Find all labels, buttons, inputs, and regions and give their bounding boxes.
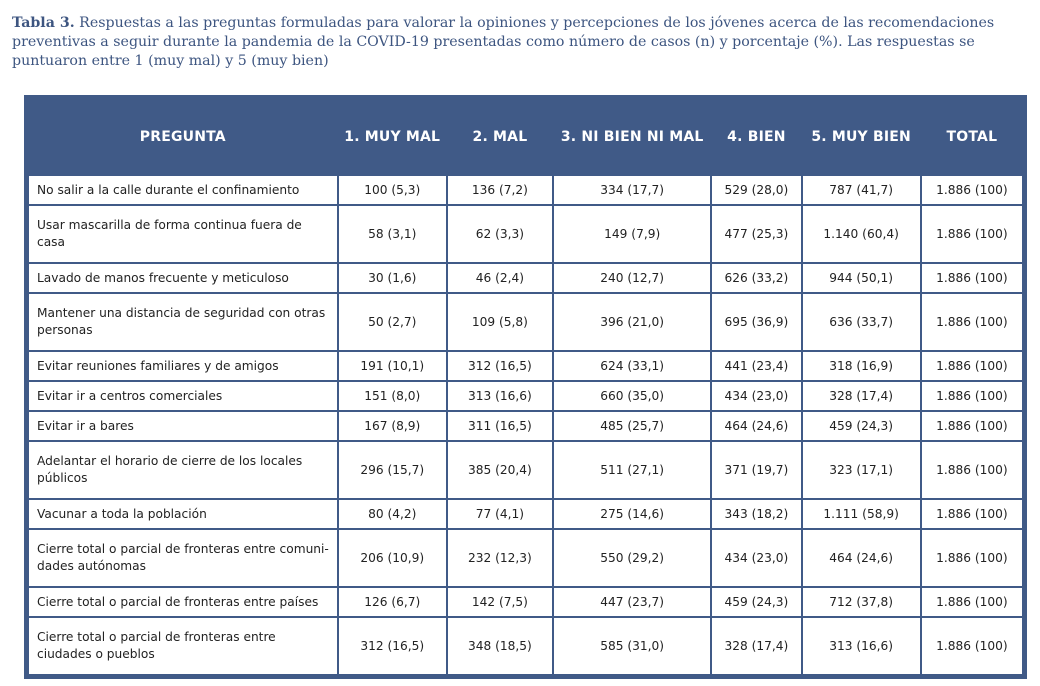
question-cell: Mantener una distancia de seguridad con otras personas bbox=[29, 294, 337, 350]
value-cell: 312 (16,5) bbox=[339, 618, 446, 674]
value-cell: 77 (4,1) bbox=[448, 500, 552, 528]
table-row bbox=[29, 530, 1022, 586]
value-cell: 660 (35,0) bbox=[554, 382, 710, 410]
value-cell: 1.886 (100) bbox=[922, 352, 1022, 380]
question-cell: Vacunar a toda la población bbox=[29, 500, 337, 528]
value-cell: 1.886 (100) bbox=[922, 500, 1022, 528]
column-header: PREGUNTA bbox=[29, 100, 337, 174]
value-cell: 1.886 (100) bbox=[922, 588, 1022, 616]
table-caption bbox=[12, 14, 1027, 71]
value-cell: 232 (12,3) bbox=[448, 530, 552, 586]
value-cell: 1.886 (100) bbox=[922, 176, 1022, 204]
value-cell: 62 (3,3) bbox=[448, 206, 552, 262]
value-cell: 142 (7,5) bbox=[448, 588, 552, 616]
value-cell: 511 (27,1) bbox=[554, 442, 710, 498]
question-cell: Lavado de manos frecuente y meticuloso bbox=[29, 264, 337, 292]
value-cell: 529 (28,0) bbox=[712, 176, 800, 204]
value-cell: 328 (17,4) bbox=[803, 382, 920, 410]
value-cell: 464 (24,6) bbox=[803, 530, 920, 586]
value-cell: 348 (18,5) bbox=[448, 618, 552, 674]
column-header: 4. BIEN bbox=[712, 100, 800, 174]
value-cell: 1.140 (60,4) bbox=[803, 206, 920, 262]
value-cell: 477 (25,3) bbox=[712, 206, 800, 262]
value-cell: 151 (8,0) bbox=[339, 382, 446, 410]
value-cell: 313 (16,6) bbox=[803, 618, 920, 674]
results-table-container bbox=[24, 95, 1027, 679]
question-cell: Evitar ir a bares bbox=[29, 412, 337, 440]
value-cell: 396 (21,0) bbox=[554, 294, 710, 350]
question-cell: Evitar ir a centros comerciales bbox=[29, 382, 337, 410]
caption-label: Tabla 3. bbox=[12, 15, 75, 31]
value-cell: 136 (7,2) bbox=[448, 176, 552, 204]
column-header: 5. MUY BIEN bbox=[803, 100, 920, 174]
caption-text: Respuestas a las preguntas formuladas para valorar la opiniones y percepciones de los jóvenes acerca de las recomendaciones preventivas a seguir durante la pandemia de la COVID-19 presentadas como número de casos (n) y porcentaje (%). Las respuestas se puntuaron entre 1 (muy mal) y 5 (muy bien) bbox=[12, 15, 995, 69]
value-cell: 636 (33,7) bbox=[803, 294, 920, 350]
table-row bbox=[29, 352, 1022, 380]
value-cell: 434 (23,0) bbox=[712, 382, 800, 410]
value-cell: 1.886 (100) bbox=[922, 382, 1022, 410]
value-cell: 167 (8,9) bbox=[339, 412, 446, 440]
question-cell: Evitar reuniones familiares y de amigos bbox=[29, 352, 337, 380]
value-cell: 1.886 (100) bbox=[922, 206, 1022, 262]
table-row bbox=[29, 588, 1022, 616]
value-cell: 1.111 (58,9) bbox=[803, 500, 920, 528]
value-cell: 459 (24,3) bbox=[712, 588, 800, 616]
question-cell: Usar mascarilla de forma continua fuera de casa bbox=[29, 206, 337, 262]
value-cell: 385 (20,4) bbox=[448, 442, 552, 498]
column-header: 1. MUY MAL bbox=[339, 100, 446, 174]
value-cell: 334 (17,7) bbox=[554, 176, 710, 204]
table-row bbox=[29, 442, 1022, 498]
value-cell: 343 (18,2) bbox=[712, 500, 800, 528]
value-cell: 109 (5,8) bbox=[448, 294, 552, 350]
value-cell: 1.886 (100) bbox=[922, 412, 1022, 440]
value-cell: 206 (10,9) bbox=[339, 530, 446, 586]
value-cell: 787 (41,7) bbox=[803, 176, 920, 204]
table-row bbox=[29, 412, 1022, 440]
value-cell: 149 (7,9) bbox=[554, 206, 710, 262]
value-cell: 275 (14,6) bbox=[554, 500, 710, 528]
value-cell: 447 (23,7) bbox=[554, 588, 710, 616]
value-cell: 191 (10,1) bbox=[339, 352, 446, 380]
value-cell: 1.886 (100) bbox=[922, 294, 1022, 350]
value-cell: 550 (29,2) bbox=[554, 530, 710, 586]
value-cell: 1.886 (100) bbox=[922, 264, 1022, 292]
value-cell: 240 (12,7) bbox=[554, 264, 710, 292]
table-row bbox=[29, 618, 1022, 674]
table-row bbox=[29, 264, 1022, 292]
value-cell: 624 (33,1) bbox=[554, 352, 710, 380]
question-cell: Cierre total o parcial de fronteras entre comuni-dades autónomas bbox=[29, 530, 337, 586]
value-cell: 328 (17,4) bbox=[712, 618, 800, 674]
value-cell: 50 (2,7) bbox=[339, 294, 446, 350]
value-cell: 371 (19,7) bbox=[712, 442, 800, 498]
table-row bbox=[29, 500, 1022, 528]
value-cell: 296 (15,7) bbox=[339, 442, 446, 498]
value-cell: 313 (16,6) bbox=[448, 382, 552, 410]
value-cell: 1.886 (100) bbox=[922, 618, 1022, 674]
table-row bbox=[29, 294, 1022, 350]
value-cell: 46 (2,4) bbox=[448, 264, 552, 292]
question-cell: Adelantar el horario de cierre de los locales públicos bbox=[29, 442, 337, 498]
column-header: 3. NI BIEN NI MAL bbox=[554, 100, 710, 174]
value-cell: 323 (17,1) bbox=[803, 442, 920, 498]
value-cell: 30 (1,6) bbox=[339, 264, 446, 292]
value-cell: 434 (23,0) bbox=[712, 530, 800, 586]
column-header: 2. MAL bbox=[448, 100, 552, 174]
value-cell: 441 (23,4) bbox=[712, 352, 800, 380]
question-cell: No salir a la calle durante el confinamiento bbox=[29, 176, 337, 204]
value-cell: 318 (16,9) bbox=[803, 352, 920, 380]
column-header: TOTAL bbox=[922, 100, 1022, 174]
value-cell: 459 (24,3) bbox=[803, 412, 920, 440]
table-row bbox=[29, 176, 1022, 204]
results-table bbox=[27, 98, 1024, 676]
value-cell: 464 (24,6) bbox=[712, 412, 800, 440]
value-cell: 485 (25,7) bbox=[554, 412, 710, 440]
value-cell: 312 (16,5) bbox=[448, 352, 552, 380]
question-cell: Cierre total o parcial de fronteras entre países bbox=[29, 588, 337, 616]
table-row bbox=[29, 206, 1022, 262]
value-cell: 1.886 (100) bbox=[922, 442, 1022, 498]
value-cell: 126 (6,7) bbox=[339, 588, 446, 616]
header-row bbox=[29, 100, 1022, 174]
value-cell: 712 (37,8) bbox=[803, 588, 920, 616]
value-cell: 695 (36,9) bbox=[712, 294, 800, 350]
question-cell: Cierre total o parcial de fronteras entre ciudades o pueblos bbox=[29, 618, 337, 674]
value-cell: 626 (33,2) bbox=[712, 264, 800, 292]
value-cell: 944 (50,1) bbox=[803, 264, 920, 292]
value-cell: 585 (31,0) bbox=[554, 618, 710, 674]
value-cell: 311 (16,5) bbox=[448, 412, 552, 440]
value-cell: 58 (3,1) bbox=[339, 206, 446, 262]
value-cell: 1.886 (100) bbox=[922, 530, 1022, 586]
table-row bbox=[29, 382, 1022, 410]
table-body bbox=[29, 176, 1022, 674]
value-cell: 80 (4,2) bbox=[339, 500, 446, 528]
value-cell: 100 (5,3) bbox=[339, 176, 446, 204]
